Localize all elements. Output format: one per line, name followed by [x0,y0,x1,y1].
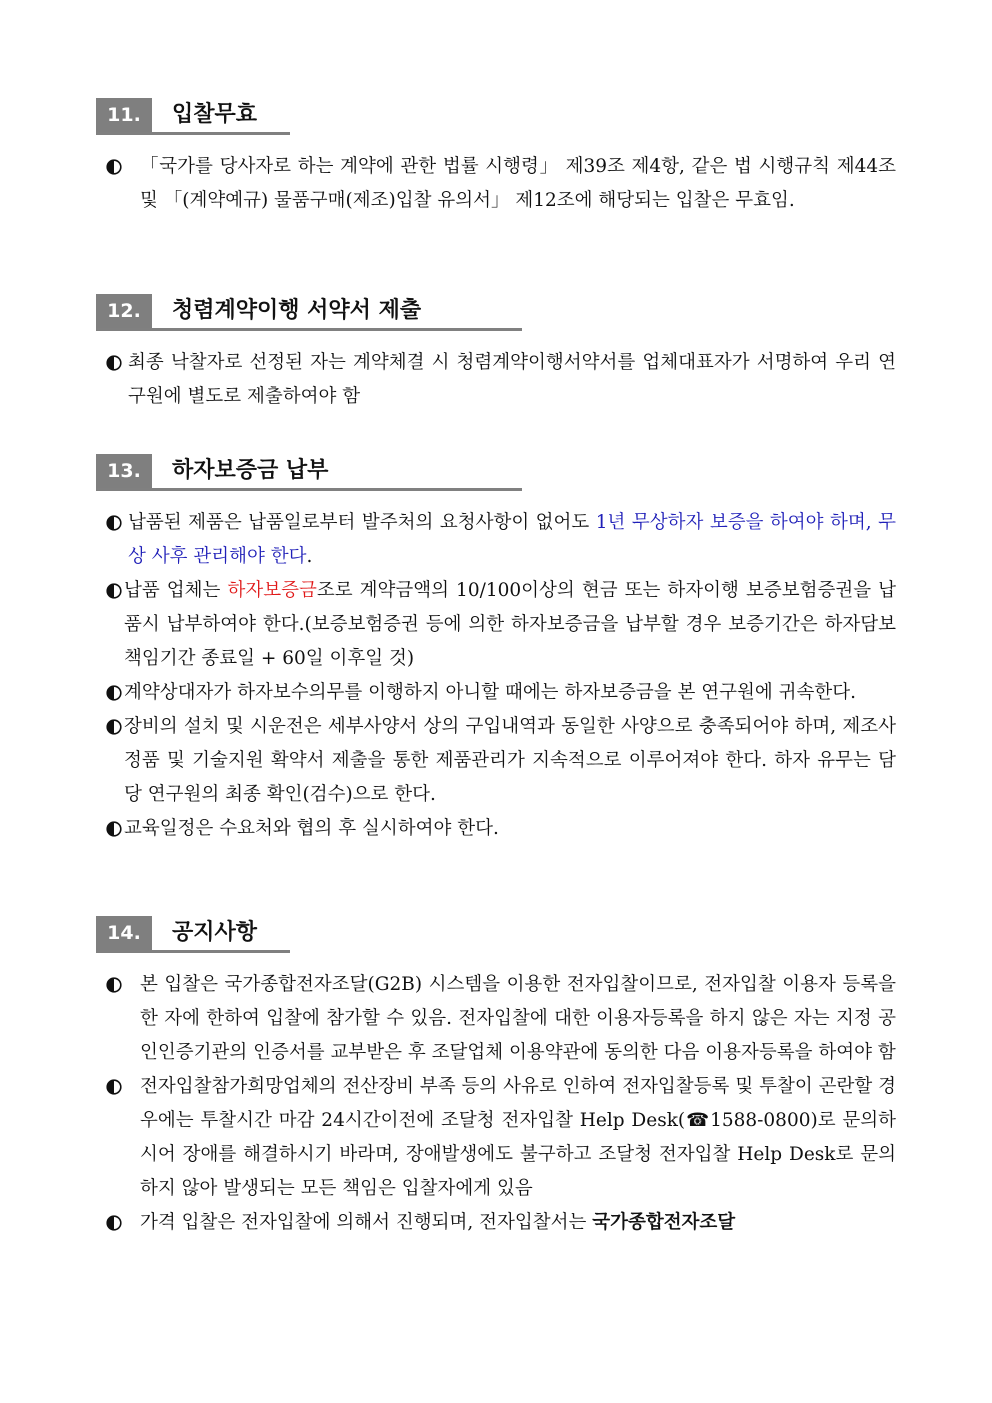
list-item [96,1070,896,1206]
section-underline [96,328,522,331]
section-12 [96,294,896,414]
bullet-text: 본 입찰은 국가종합전자조달(G2B) 시스템을 이용한 전자입찰이므로, 전자입찰 이용자 등록을 한 자에 한하여 입찰에 참가할 수 있음. 전자입찰에 대한 이용자등록을 하지 않은 자는 지정 공인인증기관의 인증서를 교부받은 후 조달업체 이용약관에 동의한 다음 이용자등록을 하여야 함 [140,974,896,1063]
section-number: 14. [96,916,152,950]
section-14 [96,916,896,1240]
half-filled-circle-icon [106,821,122,837]
section-title: 입찰무효 [172,102,258,127]
list-item [96,812,896,846]
half-filled-circle-icon [106,583,122,599]
bullet-text: 최종 낙찰자로 선정된 자는 계약체결 시 청렴계약이행서약서를 업체대표자가 서명하여 우리 연구원에 별도로 제출하여야 함 [128,352,896,407]
list-item [96,968,896,1070]
half-filled-circle-icon [106,719,122,735]
bold-text: 국가종합전자조달 [592,1212,736,1233]
half-filled-circle-icon [106,685,122,701]
section-underline [96,950,290,953]
section-title: 공지사항 [172,920,258,945]
bullet-text: 납품 업체는 [124,580,228,601]
bullet-text: 「국가를 당사자로 하는 계약에 관한 법률 시행령」 제39조 제4항, 같은 법 시행규칙 제44조 및 「(계약예규) 물품구매(제조)입찰 유의서」 제12조에 해당되는 입찰은 무효임. [140,156,896,211]
highlight-text: 하자보증금 [227,580,317,601]
half-filled-circle-icon [106,1079,122,1095]
list-item [96,150,896,218]
section-title: 청렴계약이행 서약서 제출 [172,298,422,323]
bullet-text: 전자입찰참가희망업체의 전산장비 부족 등의 사유로 인하여 전자입찰등록 및 투찰이 곤란할 경우에는 투찰시간 마감 24시간이전에 조달청 전자입찰 Help Desk( [140,1076,896,1131]
section-13 [96,454,896,846]
half-filled-circle-icon [106,977,122,993]
list-item [96,574,896,676]
half-filled-circle-icon [106,1215,122,1231]
bullet-text-end: . [306,546,313,567]
phone-icon: ☎ [685,1110,711,1131]
list-item [96,1206,896,1240]
bullet-text-end: 조로 계약금액의 10/100이상의 현금 또는 하자이행 보증보험증권을 납품시 납부하여야 한다.(보증보험증권 등에 의한 하자보증금을 납부할 경우 보증기간은 하자담보 책임기간 종료일 + 60일 이후일 것) [124,580,896,669]
section-number: 11. [96,98,152,132]
list-item [96,506,896,574]
section-header [96,98,896,138]
section-underline [96,488,522,491]
section-number: 13. [96,454,152,488]
section-header [96,294,896,334]
highlight-text: 1년 무상하자 보증을 하여야 하며, 무상 사후 관리해야 한다 [128,512,896,567]
bullet-text: 가격 입찰은 전자입찰에 의해서 진행되며, 전자입찰서는 [140,1212,593,1233]
half-filled-circle-icon [106,355,122,371]
section-underline [96,132,290,135]
section-header [96,916,896,956]
bullet-text: 교육일정은 수요처와 협의 후 실시하여야 한다. [124,818,499,839]
half-filled-circle-icon [106,515,122,531]
list-item [96,676,896,710]
section-11 [96,98,896,218]
bullet-text: 장비의 설치 및 시운전은 세부사양서 상의 구입내역과 동일한 사양으로 충족되어야 하며, 제조사 정품 및 기술지원 확약서 제출을 통한 제품관리가 지속적으로 이루어져야 한다. 하자 유무는 담당 연구원의 최종 확인(검수)으로 한다. [124,716,896,805]
section-title: 하자보증금 납부 [172,458,329,483]
bullet-text: 계약상대자가 하자보수의무를 이행하지 아니할 때에는 하자보증금을 본 연구원에 귀속한다. [124,682,857,703]
list-item [96,346,896,414]
section-header [96,454,896,494]
bullet-text: 납품된 제품은 납품일로부터 발주처의 요청사항이 없어도 [128,512,596,533]
half-filled-circle-icon [106,159,122,175]
bullet-text-end: 1588-0800)로 문의하시어 장애를 해결하시기 바라며, 장애발생에도 불구하고 조달청 전자입찰 Help Desk로 문의하지 않아 발생되는 모든 책임은 입찰자에게 있음 [140,1110,897,1199]
list-item [96,710,896,812]
section-number: 12. [96,294,152,328]
